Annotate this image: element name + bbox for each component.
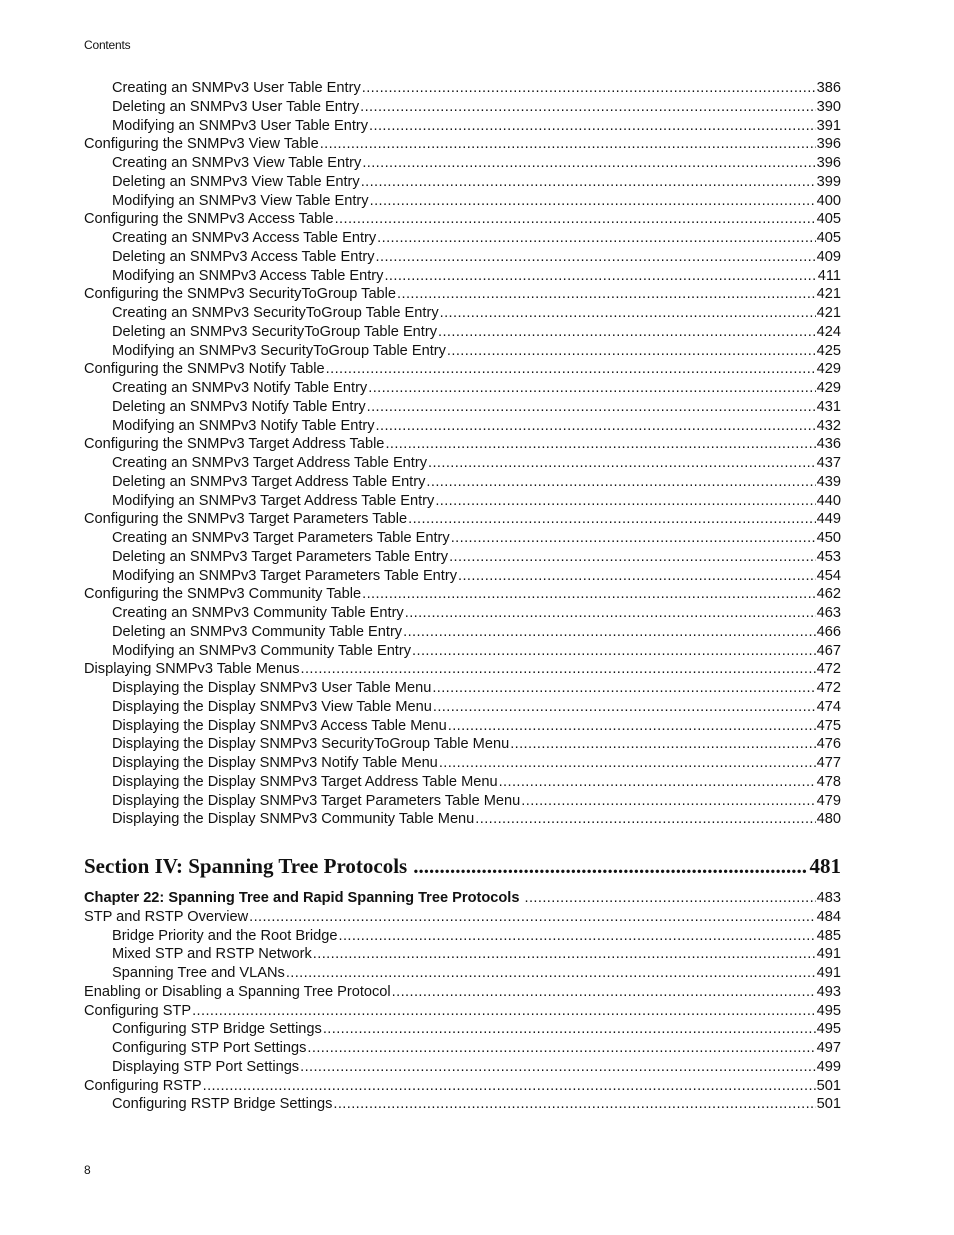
toc-entry-page-number: 405 <box>816 230 841 246</box>
dot-leader <box>392 983 816 1002</box>
section-page-number: 481 <box>809 854 841 878</box>
toc-entry-page-number: 390 <box>816 98 841 115</box>
toc-entry-title: Creating an SNMPv3 View Table Entry <box>112 155 362 171</box>
toc-entry-title: Displaying the Display SNMPv3 Target Parameters Table Menu <box>112 792 521 809</box>
dot-leader <box>301 660 816 679</box>
toc-entry-title: Deleting an SNMPv3 Target Address Table Entry <box>112 473 426 490</box>
toc-entry[interactable] <box>84 945 841 964</box>
table-of-contents <box>84 79 841 1114</box>
toc-entry[interactable] <box>84 192 841 211</box>
toc-entry-title: Deleting an SNMPv3 Notify Table Entry <box>112 398 366 415</box>
dot-leader <box>499 773 816 792</box>
toc-entry-page-number: 409 <box>816 248 841 265</box>
dot-leader <box>397 285 816 304</box>
toc-entry-title: Spanning Tree and VLANs <box>112 965 285 981</box>
toc-entry[interactable] <box>84 342 841 361</box>
toc-entry-title: Configuring STP Bridge Settings <box>112 1021 322 1038</box>
toc-entry-title: Displaying STP Port Settings <box>112 1058 300 1075</box>
toc-entry-page-number: 454 <box>816 567 841 584</box>
toc-entry[interactable] <box>84 510 841 529</box>
toc-entry-page-number: 424 <box>816 323 841 340</box>
toc-entry-page-number: 429 <box>816 380 841 396</box>
toc-entry[interactable] <box>84 1077 841 1096</box>
toc-entry-title: Displaying the Display SNMPv3 Community Table Menu <box>112 811 475 828</box>
toc-entry-title: Creating an SNMPv3 Target Address Table Entry <box>112 455 428 471</box>
toc-entry-page-number: 411 <box>817 267 841 284</box>
page-number: 8 <box>84 1163 91 1177</box>
toc-entry-title: Deleting an SNMPv3 View Table Entry <box>112 173 360 190</box>
toc-entry-title: Displaying the Display SNMPv3 SecurityToGroup Table Menu <box>112 736 510 753</box>
toc-entry-page-number: 475 <box>816 717 841 734</box>
toc-entry[interactable] <box>84 285 841 304</box>
toc-entry[interactable] <box>84 604 841 623</box>
dot-leader <box>376 417 816 436</box>
toc-entry-title: STP and RSTP Overview <box>84 908 249 925</box>
dot-leader <box>435 492 815 511</box>
toc-entry-page-number: 439 <box>816 473 841 490</box>
dot-leader <box>377 229 815 248</box>
toc-entry[interactable] <box>84 983 841 1002</box>
toc-entry[interactable] <box>84 585 841 604</box>
toc-entry-page-number: 421 <box>816 305 841 321</box>
toc-entry-title: Deleting an SNMPv3 SecurityToGroup Table Entry <box>112 323 438 340</box>
toc-entry-page-number: 462 <box>816 586 841 603</box>
toc-entry-page-number: 474 <box>816 698 841 715</box>
chapter-entry[interactable] <box>84 889 841 908</box>
toc-entry-page-number: 400 <box>816 192 841 209</box>
section-title: Section IV: Spanning Tree Protocols <box>84 854 408 878</box>
dot-leader <box>405 604 816 623</box>
toc-entry-page-number: 396 <box>816 136 841 153</box>
dot-leader <box>362 154 815 173</box>
dot-leader <box>426 473 815 492</box>
toc-entry-page-number: 485 <box>816 927 841 944</box>
dot-leader <box>326 360 816 379</box>
toc-entry-page-number: 478 <box>816 773 841 790</box>
toc-entry-title: Displaying the Display SNMPv3 Notify Table Menu <box>112 755 438 771</box>
dot-leader <box>447 342 816 361</box>
toc-entry-page-number: 450 <box>816 530 841 546</box>
toc-entry-page-number: 501 <box>816 1096 841 1113</box>
dot-leader <box>475 810 815 829</box>
toc-entry[interactable] <box>84 735 841 754</box>
toc-entry[interactable] <box>84 1039 841 1058</box>
toc-entry-title: Modifying an SNMPv3 View Table Entry <box>112 192 369 209</box>
toc-entry-page-number: 472 <box>816 661 841 678</box>
toc-entry-title: Creating an SNMPv3 Notify Table Entry <box>112 380 368 396</box>
dot-leader <box>335 210 816 229</box>
dot-leader <box>439 754 816 773</box>
dot-leader <box>339 927 816 946</box>
dot-leader <box>367 398 816 417</box>
toc-entry-page-number: 399 <box>816 173 841 190</box>
toc-entry[interactable] <box>84 267 841 286</box>
toc-entry-page-number: 472 <box>816 680 841 696</box>
toc-entry[interactable] <box>84 1058 841 1077</box>
toc-entry-title: Modifying an SNMPv3 SecurityToGroup Table Entry <box>112 342 446 359</box>
toc-entry-title: Mixed STP and RSTP Network <box>112 946 312 963</box>
toc-entry-title: Configuring the SNMPv3 SecurityToGroup Table <box>84 286 397 303</box>
toc-entry-page-number: 495 <box>816 1021 841 1038</box>
toc-entry-title: Modifying an SNMPv3 Target Parameters Table Entry <box>112 567 458 584</box>
toc-entry-page-number: 453 <box>816 548 841 565</box>
toc-entry[interactable] <box>84 360 841 379</box>
dot-leader <box>510 735 815 754</box>
toc-entry-title: Modifying an SNMPv3 User Table Entry <box>112 117 369 134</box>
toc-entry-title: Creating an SNMPv3 Community Table Entry <box>112 605 404 621</box>
toc-entry-title: Modifying an SNMPv3 Community Table Entry <box>112 642 412 659</box>
toc-entry[interactable] <box>84 135 841 154</box>
toc-entry[interactable] <box>84 642 841 661</box>
dot-leader <box>307 1039 815 1058</box>
toc-entry-page-number: 497 <box>816 1040 841 1056</box>
dot-leader <box>203 1077 816 1096</box>
toc-entry-title: Displaying the Display SNMPv3 Access Table Menu <box>112 717 447 734</box>
toc-entry-title: Configuring RSTP Bridge Settings <box>112 1096 333 1113</box>
toc-entry-page-number: 480 <box>816 811 841 828</box>
toc-entry[interactable] <box>84 173 841 192</box>
toc-entry[interactable] <box>84 1002 841 1021</box>
dot-leader <box>368 379 815 398</box>
toc-entry[interactable] <box>84 304 841 323</box>
toc-entry-page-number: 493 <box>816 983 841 1000</box>
toc-entry-page-number: 449 <box>816 511 841 528</box>
toc-entry[interactable] <box>84 773 841 792</box>
toc-entry[interactable] <box>84 435 841 454</box>
toc-entry[interactable] <box>84 248 841 267</box>
toc-entry[interactable] <box>84 698 841 717</box>
dot-leader <box>362 79 816 98</box>
toc-entry-title: Configuring STP Port Settings <box>112 1040 307 1056</box>
toc-entry[interactable] <box>84 1020 841 1039</box>
running-head: Contents <box>84 38 131 52</box>
dot-leader <box>385 435 815 454</box>
toc-entry-title: Creating an SNMPv3 User Table Entry <box>112 80 361 96</box>
dot-leader <box>384 267 816 286</box>
toc-entry-title: Displaying SNMPv3 Table Menus <box>84 661 300 678</box>
dot-leader <box>413 849 807 883</box>
toc-entry[interactable] <box>84 79 841 98</box>
toc-entry-title: Configuring the SNMPv3 Notify Table <box>84 361 325 378</box>
dot-leader <box>286 964 816 983</box>
toc-entry[interactable] <box>84 229 841 248</box>
toc-entry[interactable] <box>84 398 841 417</box>
toc-entry-page-number: 396 <box>816 155 841 171</box>
toc-entry-page-number: 431 <box>816 398 841 415</box>
toc-entry-title: Modifying an SNMPv3 Access Table Entry <box>112 267 384 284</box>
toc-entry[interactable] <box>84 810 841 829</box>
toc-list-part2 <box>84 889 841 1114</box>
dot-leader <box>428 454 816 473</box>
toc-entry-title: Configuring RSTP <box>84 1077 202 1094</box>
toc-entry-title: Configuring the SNMPv3 Target Address Table <box>84 436 385 453</box>
toc-entry[interactable] <box>84 567 841 586</box>
dot-leader <box>333 1095 815 1114</box>
dot-leader <box>320 135 816 154</box>
toc-entry-title: Displaying the Display SNMPv3 User Table Menu <box>112 680 432 696</box>
dot-leader <box>521 792 815 811</box>
toc-entry-page-number: 429 <box>816 361 841 378</box>
dot-leader <box>369 117 816 136</box>
toc-entry-title: Deleting an SNMPv3 Target Parameters Table Entry <box>112 548 449 565</box>
toc-entry-page-number: 491 <box>816 946 841 963</box>
toc-entry-title: Creating an SNMPv3 Target Parameters Table Entry <box>112 530 450 546</box>
dot-leader <box>433 698 816 717</box>
toc-entry-page-number: 405 <box>816 211 841 228</box>
toc-entry[interactable] <box>84 927 841 946</box>
toc-entry[interactable] <box>84 1095 841 1114</box>
toc-entry-page-number: 499 <box>816 1058 841 1075</box>
toc-entry[interactable] <box>84 323 841 342</box>
toc-entry-page-number: 467 <box>816 642 841 659</box>
toc-entry[interactable] <box>84 964 841 983</box>
toc-entry[interactable] <box>84 154 841 173</box>
dot-leader <box>451 529 816 548</box>
toc-entry-page-number: 466 <box>816 623 841 640</box>
toc-entry-page-number: 463 <box>816 605 841 621</box>
dot-leader <box>403 623 816 642</box>
toc-entry-page-number: 477 <box>816 755 841 771</box>
toc-entry[interactable] <box>84 454 841 473</box>
dot-leader <box>432 679 815 698</box>
toc-entry-title: Configuring the SNMPv3 Community Table <box>84 586 362 603</box>
toc-entry[interactable] <box>84 98 841 117</box>
dot-leader <box>438 323 816 342</box>
toc-entry-title: Configuring the SNMPv3 Target Parameters Table <box>84 511 408 528</box>
dot-leader <box>323 1020 816 1039</box>
dot-leader <box>300 1058 816 1077</box>
toc-entry-page-number: 440 <box>816 492 841 509</box>
toc-entry-title: Displaying the Display SNMPv3 View Table Menu <box>112 698 432 715</box>
toc-entry[interactable] <box>84 717 841 736</box>
toc-entry[interactable] <box>84 210 841 229</box>
toc-entry-title: Creating an SNMPv3 Access Table Entry <box>112 230 377 246</box>
dot-leader <box>448 717 816 736</box>
toc-entry[interactable] <box>84 548 841 567</box>
dot-leader <box>362 585 816 604</box>
toc-entry[interactable] <box>84 529 841 548</box>
toc-entry[interactable] <box>84 623 841 642</box>
dot-leader <box>361 173 816 192</box>
toc-list-part1 <box>84 79 841 829</box>
toc-entry-page-number: 421 <box>816 286 841 303</box>
section-heading-entry[interactable] <box>84 849 841 883</box>
toc-entry[interactable] <box>84 473 841 492</box>
toc-entry-page-number: 491 <box>816 965 841 981</box>
toc-entry-page-number: 436 <box>816 436 841 453</box>
toc-entry-title: Deleting an SNMPv3 Access Table Entry <box>112 248 375 265</box>
toc-entry-page-number: 432 <box>816 417 841 434</box>
toc-entry[interactable] <box>84 117 841 136</box>
toc-entry[interactable] <box>84 379 841 398</box>
toc-entry-page-number: 483 <box>816 890 841 906</box>
dot-leader <box>249 908 816 927</box>
toc-entry-page-number: 479 <box>816 792 841 809</box>
dot-leader <box>376 248 816 267</box>
toc-entry-title: Displaying the Display SNMPv3 Target Address Table Menu <box>112 773 498 790</box>
toc-entry-title: Modifying an SNMPv3 Target Address Table Entry <box>112 492 435 509</box>
dot-leader <box>412 642 816 661</box>
toc-entry-title: Configuring STP <box>84 1002 192 1019</box>
dot-leader <box>370 192 816 211</box>
toc-entry-title: Bridge Priority and the Root Bridge <box>112 927 338 944</box>
dot-leader <box>408 510 816 529</box>
toc-entry-page-number: 386 <box>816 80 841 96</box>
toc-entry[interactable] <box>84 679 841 698</box>
toc-entry-title: Creating an SNMPv3 SecurityToGroup Table Entry <box>112 305 439 321</box>
toc-entry-title: Deleting an SNMPv3 User Table Entry <box>112 98 360 115</box>
toc-entry[interactable] <box>84 492 841 511</box>
toc-entry-title: Chapter 22: Spanning Tree and Rapid Spanning Tree Protocols <box>84 890 520 906</box>
toc-entry[interactable] <box>84 660 841 679</box>
dot-leader <box>440 304 816 323</box>
dot-leader <box>360 98 816 117</box>
dot-leader <box>313 945 816 964</box>
toc-entry-title: Configuring the SNMPv3 Access Table <box>84 211 334 228</box>
toc-entry-page-number: 476 <box>816 736 841 753</box>
dot-leader <box>192 1002 816 1021</box>
toc-entry-title: Modifying an SNMPv3 Notify Table Entry <box>112 417 375 434</box>
toc-entry-page-number: 484 <box>816 908 841 925</box>
toc-entry[interactable] <box>84 754 841 773</box>
toc-entry-page-number: 501 <box>816 1077 841 1094</box>
dot-leader <box>525 889 816 908</box>
toc-entry[interactable] <box>84 908 841 927</box>
toc-entry-page-number: 391 <box>816 117 841 134</box>
dot-leader <box>449 548 816 567</box>
toc-entry[interactable] <box>84 417 841 436</box>
toc-entry-title: Deleting an SNMPv3 Community Table Entry <box>112 623 403 640</box>
toc-entry-page-number: 495 <box>816 1002 841 1019</box>
toc-entry-page-number: 425 <box>816 342 841 359</box>
toc-entry[interactable] <box>84 792 841 811</box>
toc-entry-title: Configuring the SNMPv3 View Table <box>84 136 319 153</box>
dot-leader <box>458 567 816 586</box>
toc-entry-title: Enabling or Disabling a Spanning Tree Protocol <box>84 983 391 1000</box>
toc-entry-page-number: 437 <box>816 455 841 471</box>
